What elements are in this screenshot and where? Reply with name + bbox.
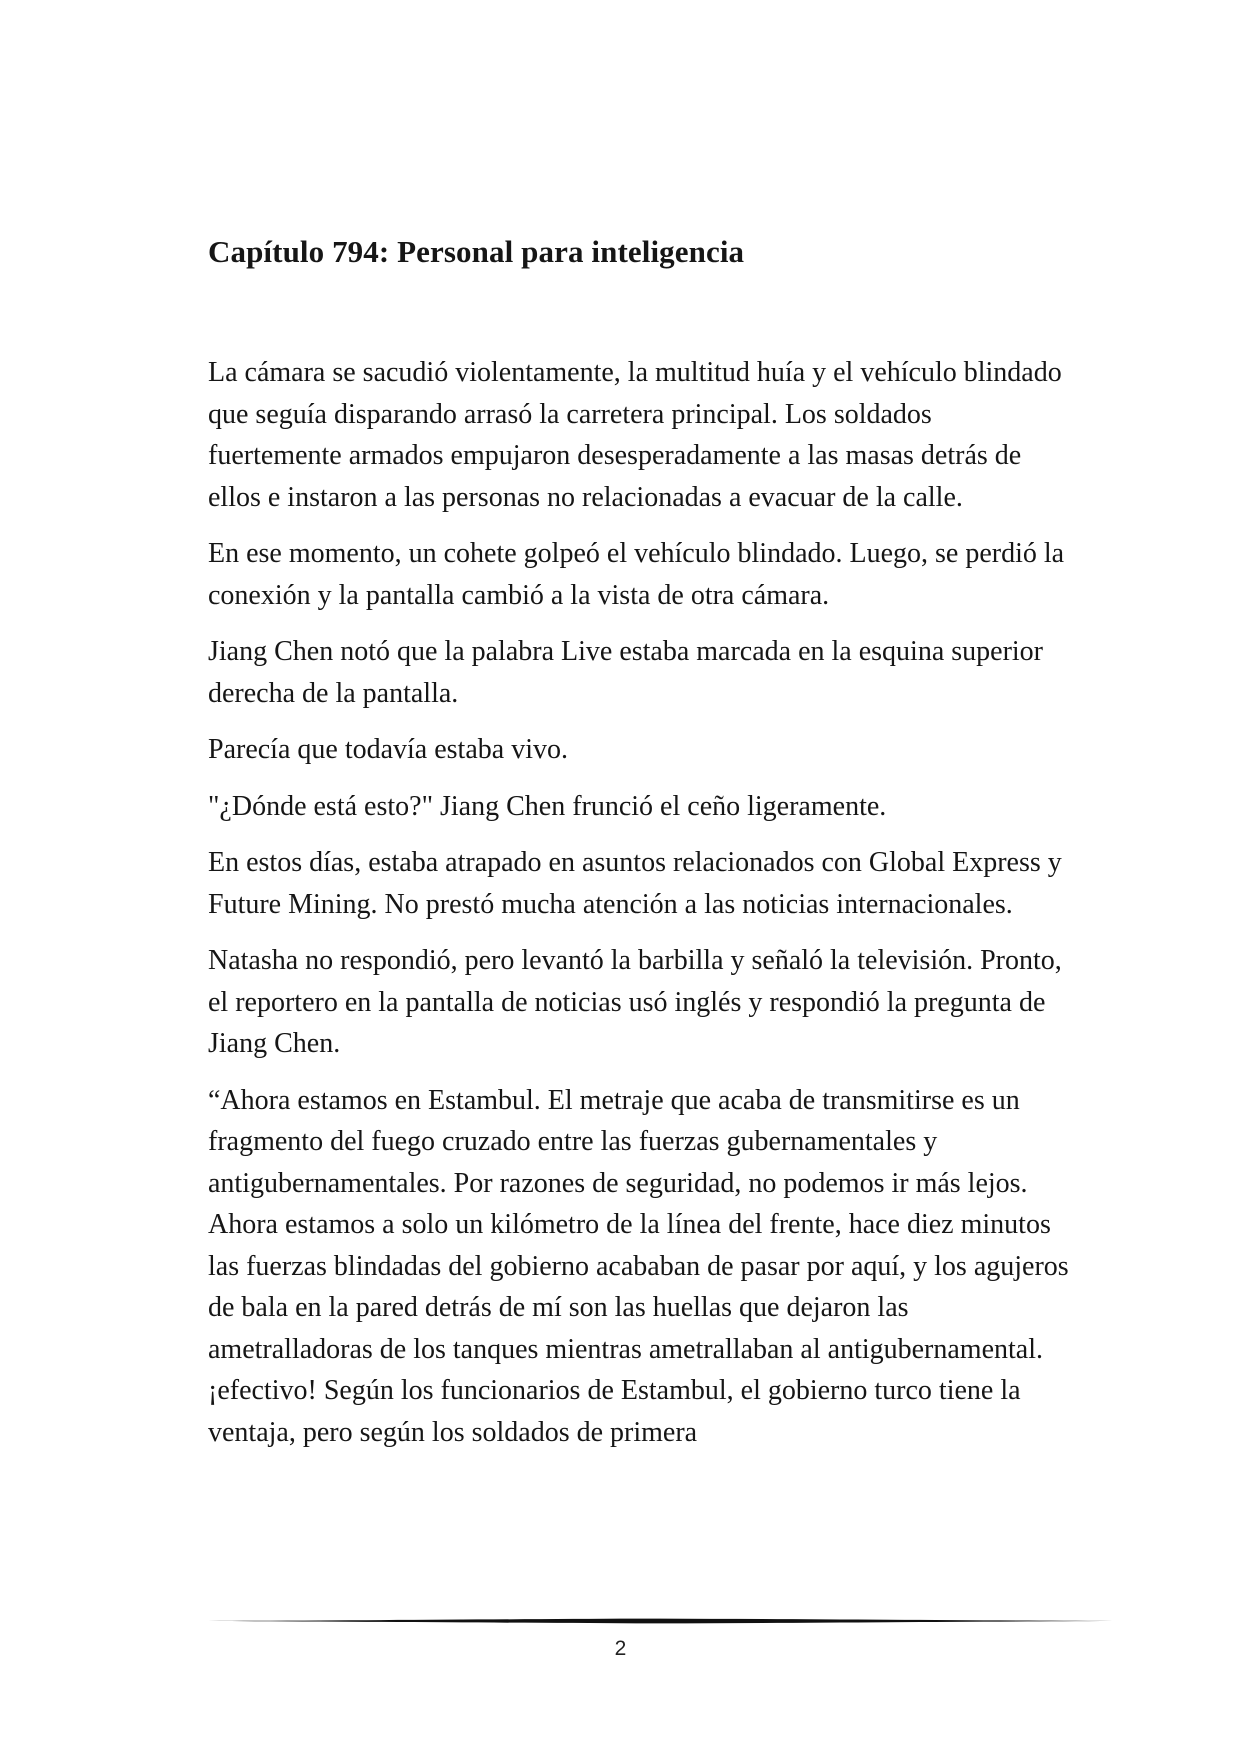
page-number: 2 — [614, 1637, 627, 1660]
paragraph: "¿Dónde está esto?" Jiang Chen frunció el ceño ligeramente. — [208, 790, 887, 822]
chapter-body — [208, 352, 1070, 1468]
paragraph: En ese momento, un cohete golpeó el vehículo blindado. Luego, se perdió la conexión y la pantalla cambió a la vista de otra cámara. — [208, 538, 1065, 611]
paragraph: En estos días, estaba atrapado en asuntos relacionados con Global Express y Future Mining. No prestó mucha atención a las noticias internacionales. — [208, 847, 1062, 920]
paragraph: La cámara se sacudió violentamente, la multitud huía y el vehículo blindado que seguía disparando arrasó la carretera principal. Los soldados fuertemente armados empujaron desesperadamente a las masas detrás de ellos e instaron a las personas no relacionadas a evacuar de la calle. — [208, 357, 1062, 513]
paragraph: Parecía que todavía estaba vivo. — [208, 734, 568, 765]
paragraph: “Ahora estamos en Estambul. El metraje que acaba de transmitirse es un fragmento del fuego cruzado entre las fuerzas gubernamentales y antigubernamentales. Por razones de seguridad, no podemos ir más lejos. Ahora estamos a solo un kilómetro de la línea del frente, hace diez minutos las fuerzas blindadas del gobierno acababan de pasar por aquí, y los agujeros de bala en la pared detrás de mí son las huellas que dejaron las ametralladoras de los tanques mientras ametrallaban al antigubernamental. ¡efectivo! Según los funcionarios de Estambul, el gobierno turco tiene la ventaja, pero según los soldados de primera — [208, 1084, 1069, 1448]
paragraph: Natasha no respondió, pero levantó la barbilla y señaló la televisión. Pronto, el reportero en la pantalla de noticias usó inglés y respondió la pregunta de Jiang Chen. — [208, 945, 1062, 1059]
chapter-title: Capítulo 794: Personal para inteligencia — [208, 234, 745, 269]
footer-divider — [208, 1616, 1113, 1626]
paragraph: Jiang Chen notó que la palabra Live estaba marcada en la esquina superior derecha de la pantalla. — [208, 636, 1044, 709]
